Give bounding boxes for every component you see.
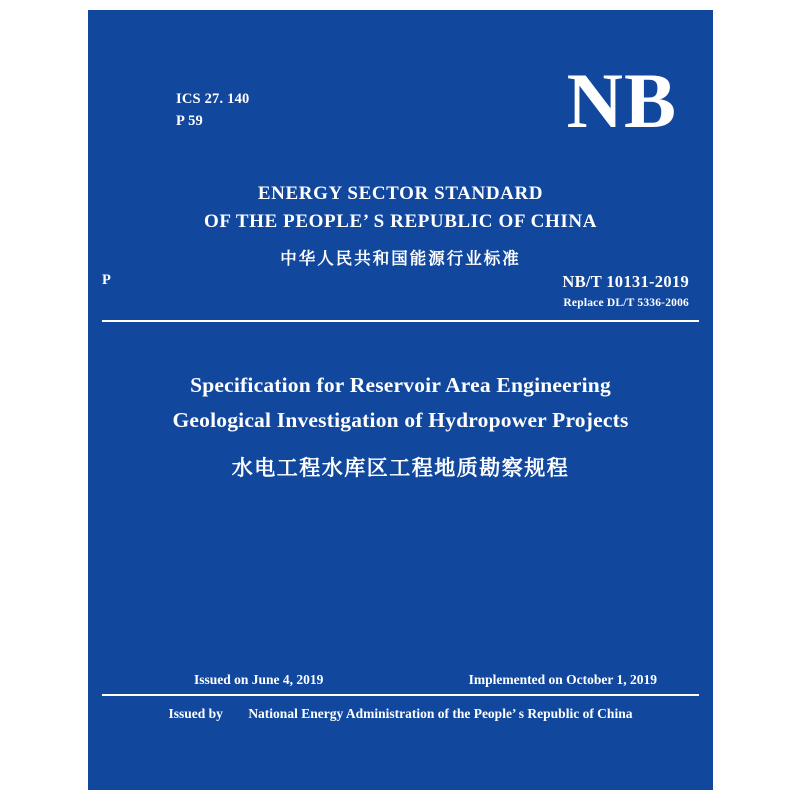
title-line-2: Geological Investigation of Hydropower Projects xyxy=(172,407,629,432)
dates-row xyxy=(102,672,699,688)
divider-bottom xyxy=(102,694,699,696)
classification-code: P 59 xyxy=(176,113,203,130)
standard-code-row xyxy=(88,272,713,318)
standard-org-line2: OF THE PEOPLE’ S REPUBLIC OF CHINA xyxy=(203,210,598,232)
ics-code: ICS 27. 140 xyxy=(176,91,250,107)
standard-number: NB/T 10131-2019 xyxy=(562,272,689,291)
issued-date: Issued on June 4, 2019 xyxy=(194,672,324,687)
issuer-row xyxy=(88,706,713,722)
nb-logo: NB xyxy=(566,57,677,144)
standard-code-block xyxy=(562,272,689,309)
standard-org-chinese: 中华人民共和国能源行业标准 xyxy=(280,249,521,269)
issued-by-value: National Energy Administration of the People’ s Republic of China xyxy=(248,706,633,721)
divider-top xyxy=(102,320,699,322)
implemented-date: Implemented on October 1, 2019 xyxy=(468,672,657,687)
standard-cover xyxy=(88,10,713,790)
issuing-authority-block xyxy=(88,180,713,269)
issued-by-label: Issued by xyxy=(168,706,223,721)
ics-block xyxy=(176,88,250,133)
standard-org-line1: ENERGY SECTOR STANDARD xyxy=(257,183,544,204)
document-title xyxy=(88,368,713,482)
category-letter: P xyxy=(102,272,111,288)
title-chinese: 水电工程水库区工程地质勘察规程 xyxy=(231,455,570,480)
title-line-1: Specification for Reservoir Area Engineering xyxy=(190,373,611,397)
replaced-standard: Replace DL/T 5336-2006 xyxy=(563,297,689,309)
